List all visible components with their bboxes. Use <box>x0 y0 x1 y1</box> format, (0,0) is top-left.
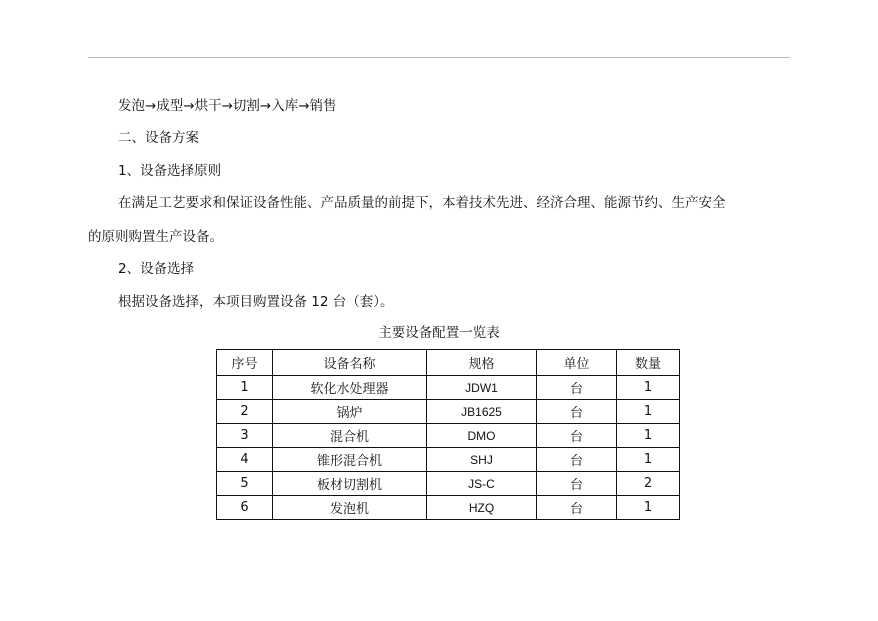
cell-quantity: 1 <box>617 448 680 472</box>
cell-index: 5 <box>217 472 273 496</box>
principle-text-line1: 在满足工艺要求和保证设备性能、产品质量的前提下，本着技术先进、经济合理、能源节约、生产安全 <box>118 195 726 211</box>
process-flow-text: 发泡→成型→烘干→切割→入库→销售 <box>118 98 337 114</box>
header-quantity: 数量 <box>617 350 680 376</box>
table-row <box>217 400 680 424</box>
cell-spec: JS-C <box>427 472 537 496</box>
cell-equipment-name: 软化水处理器 <box>273 376 427 400</box>
header-index: 序号 <box>217 350 273 376</box>
cell-spec: JB1625 <box>427 400 537 424</box>
cell-index: 1 <box>217 376 273 400</box>
cell-quantity: 1 <box>617 424 680 448</box>
header-spec: 规格 <box>427 350 537 376</box>
cell-unit: 台 <box>537 400 617 424</box>
header-rule <box>88 57 790 58</box>
table-row <box>217 472 680 496</box>
cell-quantity: 1 <box>617 496 680 520</box>
cell-quantity: 2 <box>617 472 680 496</box>
section-heading: 二、设备方案 <box>118 130 199 146</box>
cell-equipment-name: 板材切割机 <box>273 472 427 496</box>
cell-spec: HZQ <box>427 496 537 520</box>
cell-equipment-name: 锥形混合机 <box>273 448 427 472</box>
cell-index: 4 <box>217 448 273 472</box>
cell-unit: 台 <box>537 424 617 448</box>
cell-equipment-name: 锅炉 <box>273 400 427 424</box>
equipment-table <box>216 349 680 520</box>
cell-quantity: 1 <box>617 400 680 424</box>
cell-equipment-name: 混合机 <box>273 424 427 448</box>
cell-unit: 台 <box>537 472 617 496</box>
cell-unit: 台 <box>537 448 617 472</box>
subsection-heading-principle: 1、设备选择原则 <box>118 163 222 179</box>
cell-equipment-name: 发泡机 <box>273 496 427 520</box>
cell-index: 6 <box>217 496 273 520</box>
table-row <box>217 424 680 448</box>
header-unit: 单位 <box>537 350 617 376</box>
table-header-row <box>217 350 680 376</box>
table-row <box>217 496 680 520</box>
table-row <box>217 448 680 472</box>
table-caption: 主要设备配置一览表 <box>378 325 500 341</box>
cell-unit: 台 <box>537 496 617 520</box>
principle-text-line2: 的原则购置生产设备。 <box>88 229 223 245</box>
subsection-heading-selection: 2、设备选择 <box>118 261 195 277</box>
table-row <box>217 376 680 400</box>
cell-index: 2 <box>217 400 273 424</box>
cell-quantity: 1 <box>617 376 680 400</box>
selection-text: 根据设备选择，本项目购置设备 12 台（套）。 <box>118 294 394 310</box>
cell-spec: DMO <box>427 424 537 448</box>
cell-index: 3 <box>217 424 273 448</box>
header-equipment-name: 设备名称 <box>273 350 427 376</box>
cell-unit: 台 <box>537 376 617 400</box>
cell-spec: JDW1 <box>427 376 537 400</box>
cell-spec: SHJ <box>427 448 537 472</box>
